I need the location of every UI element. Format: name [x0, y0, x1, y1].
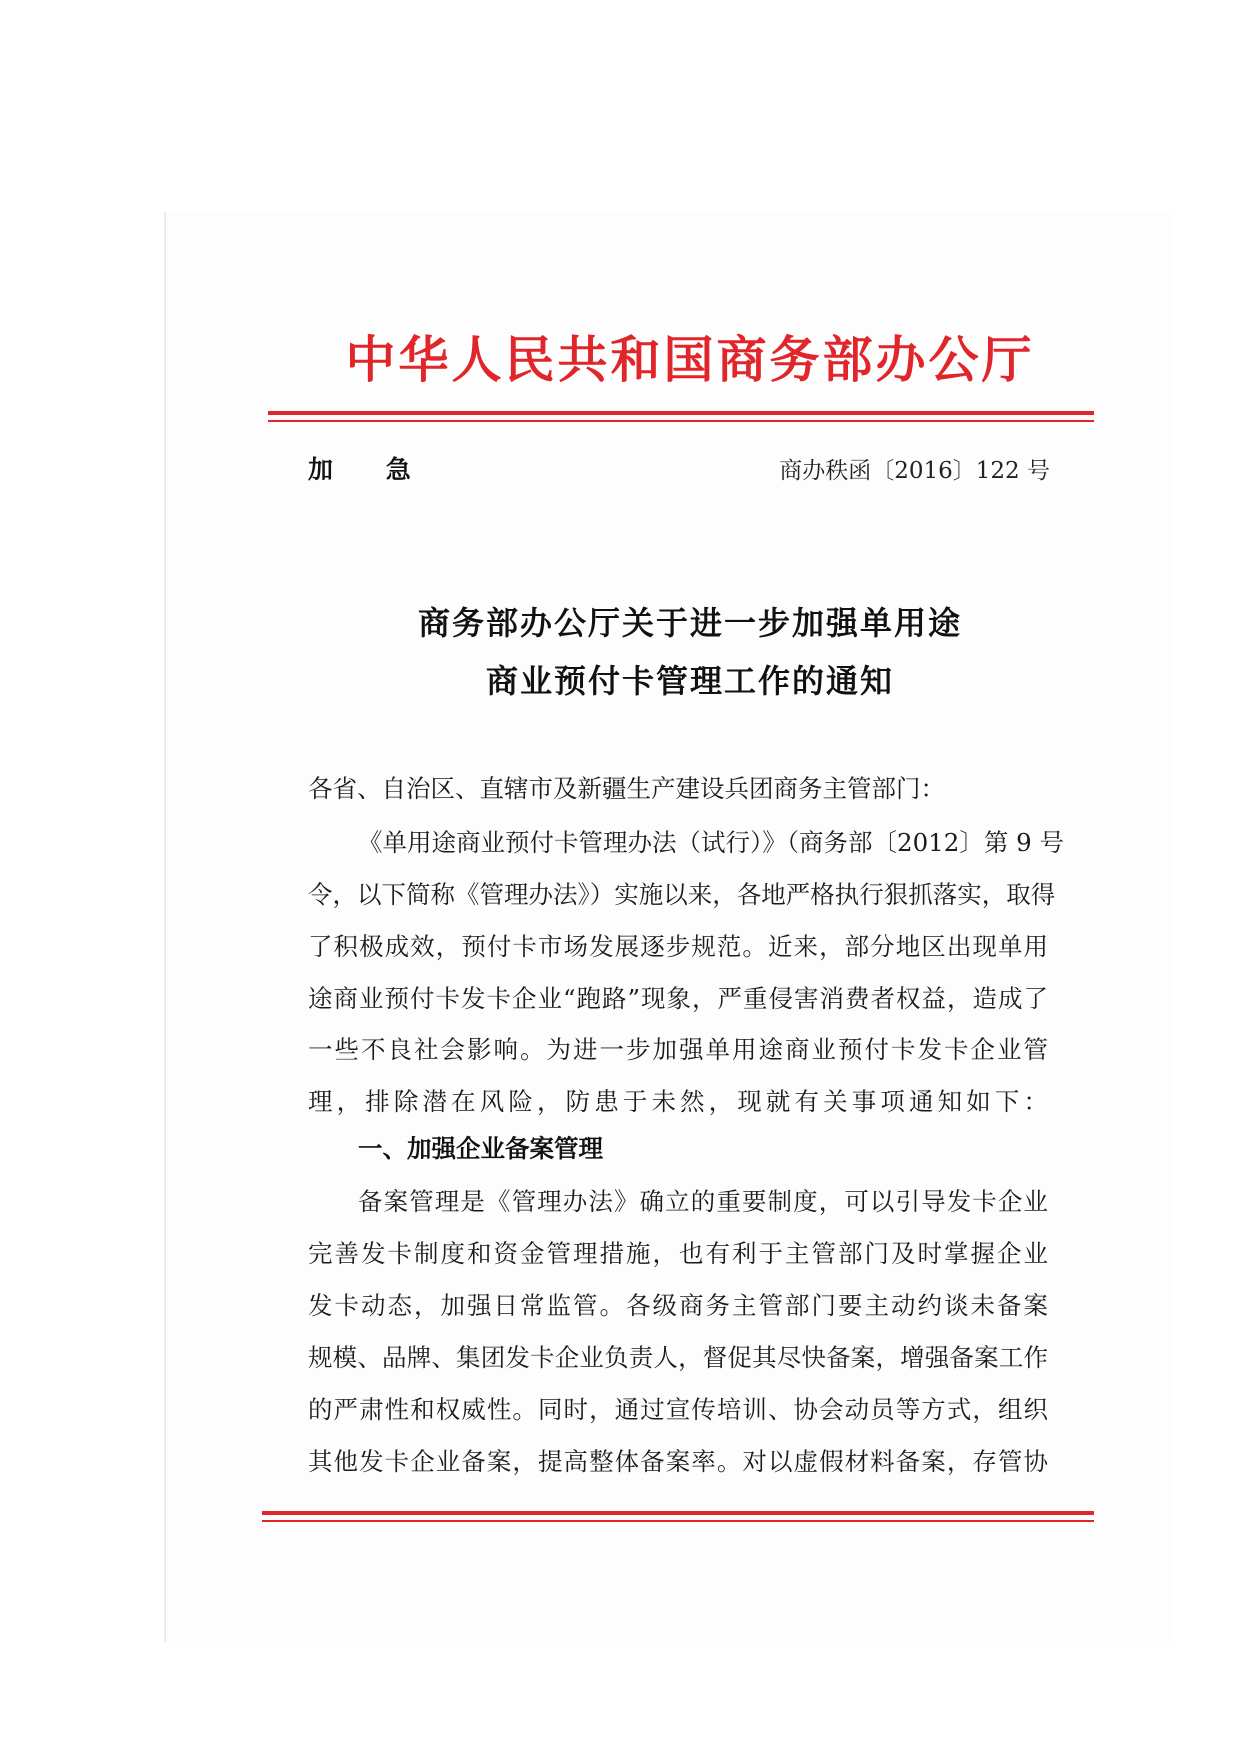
paragraph-1-line: 理，排除潜在风险，防患于未然，现就有关事项通知如下： [308, 1087, 1048, 1116]
salutation: 各省、自治区、直辖市及新疆生产建设兵团商务主管部门： [308, 774, 945, 803]
paragraph-2-line: 其他发卡企业备案，提高整体备案率。对以虚假材料备案，存管协 [308, 1447, 1048, 1476]
paragraph-1-line: 途商业预付卡发卡企业“跑路”现象，严重侵害消费者权益，造成了 [308, 984, 1048, 1013]
letterhead-organization: 中华人民共和国商务部办公厅 [345, 330, 1035, 389]
paragraph-2-line: 完善发卡制度和资金管理措施，也有利于主管部门及时掌握企业 [308, 1239, 1048, 1268]
footer-rule-thick [262, 1511, 1094, 1515]
paragraph-2-line: 的严肃性和权威性。同时，通过宣传培训、协会动员等方式，组织 [308, 1395, 1048, 1424]
paragraph-2-line: 备案管理是《管理办法》确立的重要制度，可以引导发卡企业 [358, 1187, 1048, 1216]
paper-sheet [165, 212, 1174, 1642]
paragraph-1-line: 了积极成效，预付卡市场发展逐步规范。近来，部分地区出现单用 [308, 932, 1048, 961]
section-1-heading: 一、加强企业备案管理 [358, 1134, 603, 1163]
footer-rule-thin [262, 1520, 1094, 1522]
urgency-label: 加 急 [308, 455, 433, 484]
letterhead-rule-thick [268, 411, 1094, 415]
paragraph-1-line: 令，以下简称《管理办法》）实施以来，各地严格执行狠抓落实，取得 [308, 880, 1056, 909]
paragraph-2-line: 规模、品牌、集团发卡企业负责人，督促其尽快备案，增强备案工作 [308, 1343, 1048, 1372]
document-title-line-1: 商务部办公厅关于进一步加强单用途 [417, 604, 962, 642]
paragraph-1-line: 《单用途商业预付卡管理办法（试行）》（商务部〔2012〕第 9 号 [358, 828, 1065, 857]
document-number: 商办秩函〔2016〕122 号 [779, 458, 1050, 484]
paragraph-1-line: 一些不良社会影响。为进一步加强单用途商业预付卡发卡企业管 [308, 1035, 1048, 1064]
letterhead-rule-thin [268, 420, 1094, 422]
document-title-line-2: 商业预付卡管理工作的通知 [485, 662, 894, 700]
paragraph-2-line: 发卡动态，加强日常监管。各级商务主管部门要主动约谈未备案 [308, 1291, 1048, 1320]
